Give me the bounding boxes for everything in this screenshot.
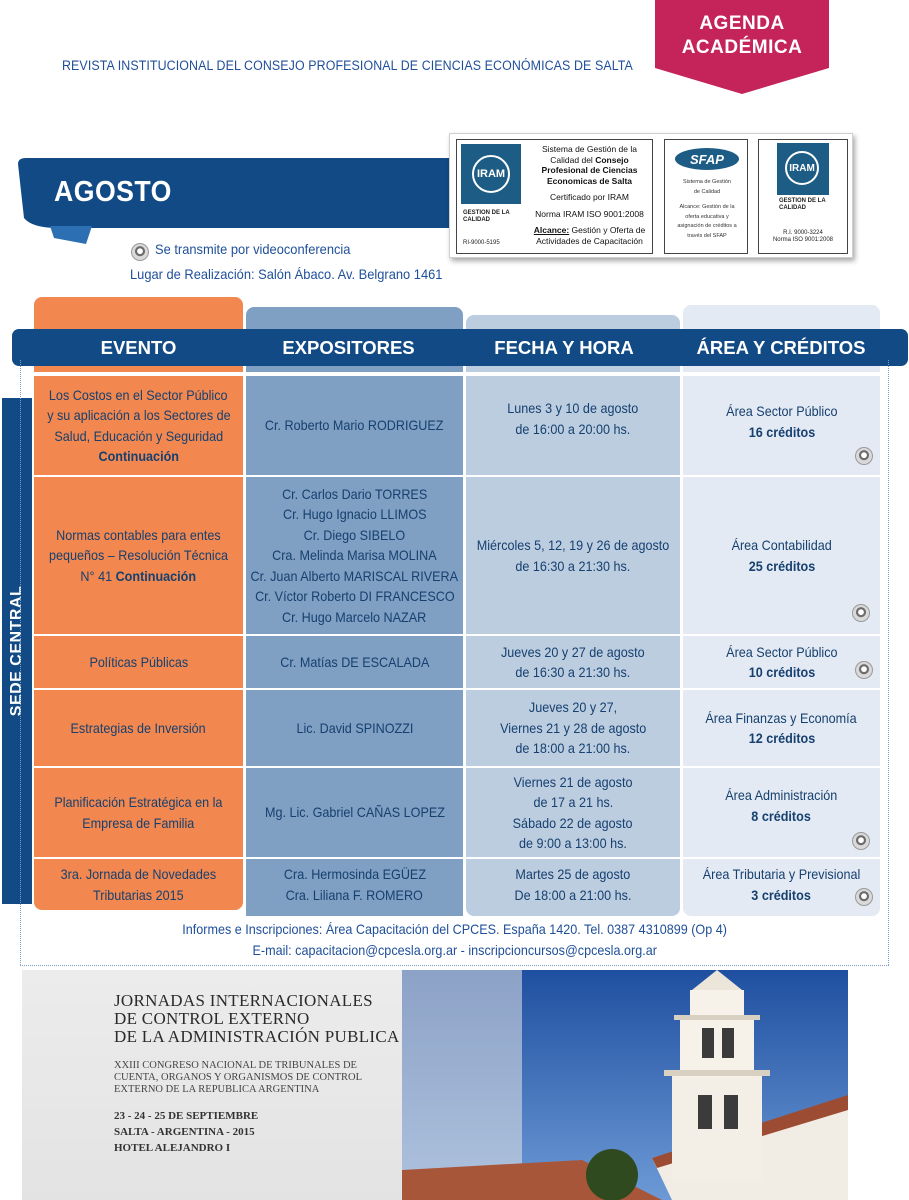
webcam-icon bbox=[852, 832, 870, 850]
promo-details: 23 - 24 - 25 DE SEPTIEMBRE SALTA - ARGENTINA - 2015 HOTEL ALEJANDRO I bbox=[114, 1110, 259, 1154]
table-row-2-area: Área Contabilidad 25 créditos bbox=[731, 537, 832, 574]
table-row-6-area: Área Tributaria y Previsional 3 créditos bbox=[702, 866, 861, 903]
banner-fold bbox=[50, 226, 92, 246]
table-row-1-area: Área Sector Público 16 créditos bbox=[725, 403, 838, 440]
table-row-4-expositores: Lic. David SPINOZZI bbox=[296, 719, 413, 736]
table-row-6-expositores: Cra. Hermosinda EGÜEZ Cra. Liliana F. ROMERO bbox=[283, 866, 426, 903]
promo-banner bbox=[22, 970, 848, 1200]
webcam-icon bbox=[855, 888, 873, 906]
certifications-panel bbox=[449, 133, 853, 258]
table-row-1-fecha: Lunes 3 y 10 de agosto de 16:00 a 20:00 hs. bbox=[507, 400, 639, 437]
webcam-icon bbox=[855, 661, 873, 679]
table-row-5-area: Área Administración 8 créditos bbox=[725, 787, 838, 824]
inscriptions-info: Informes e Inscripciones: Área Capacitación del CPCES. España 1420. Tel. 0387 4310899 (Op 4) bbox=[182, 921, 727, 937]
promo-subtitle: XXIII CONGRESO NACIONAL DE TRIBUNALES DE CUENTA, ORGANOS Y ORGANISMOS DE CONTROL EXTERNO DE LA REPUBLICA ARGENTINA bbox=[114, 1060, 363, 1095]
header-area-creditos: ÁREA Y CRÉDITOS bbox=[696, 337, 866, 358]
table-row-3-area: Área Sector Público 10 créditos bbox=[725, 643, 838, 680]
divider bbox=[20, 360, 21, 965]
iram-certificate bbox=[456, 139, 653, 254]
iram-logo-2: IRAM bbox=[777, 143, 829, 195]
table-row-5-fecha: Viernes 21 de agosto de 17 a 21 hs. Sábado 22 de agosto de 9:00 a 13:00 hs. bbox=[513, 773, 633, 851]
sede-central-label: SEDE CENTRAL bbox=[8, 585, 25, 717]
badge-line-2: ACADÉMICA bbox=[681, 37, 803, 58]
header-expositores: EXPOSITORES bbox=[282, 337, 415, 358]
table-row-3-expositores: Cr. Matías DE ESCALADA bbox=[279, 653, 430, 670]
iram-caption: GESTION DE LA CALIDAD bbox=[463, 210, 510, 223]
webcam-icon bbox=[855, 447, 873, 465]
iram-code: RI-9000-5195 bbox=[463, 240, 500, 246]
iram-logo: IRAM bbox=[461, 144, 521, 204]
iram-certificate-text: Sistema de Gestión de la Calidad del Consejo Profesional de Ciencias Economicas de Salta Certificado por IRAM Norma IRAM ISO 9001:2008 Alcance: Gestión y Oferta de Actividades de Capacitación bbox=[533, 144, 646, 246]
iram-certificate-2: IRAM GESTION DE LA CALIDAD R.I. 9000-3224 Norma ISO 9001:2008 bbox=[758, 139, 848, 254]
sfap-logo: SFAP bbox=[675, 148, 739, 170]
header-evento: EVENTO bbox=[100, 337, 177, 358]
iram2-caption: GESTION DE LA CALIDAD bbox=[779, 198, 826, 211]
table-row-6-evento: 3ra. Jornada de Novedades Tributarias 2015 bbox=[60, 866, 217, 903]
promo-title: JORNADAS INTERNACIONALES DE CONTROL EXTERNO DE LA ADMINISTRACIÓN PUBLICA bbox=[114, 991, 400, 1046]
divider bbox=[20, 965, 889, 966]
table-row-1-evento: Los Costos en el Sector Público y su aplicación a los Sectores de Salud, Educación y Seguridad Continuación bbox=[46, 386, 231, 464]
table-row-1-expositores: Cr. Roberto Mario RODRIGUEZ bbox=[265, 417, 444, 434]
header-fecha-hora: FECHA Y HORA bbox=[494, 337, 634, 358]
webcam-icon bbox=[131, 243, 149, 261]
table-row-3-evento: Políticas Públicas bbox=[89, 653, 188, 670]
sfap-certificate: SFAP Sistema de Gestión de Calidad Alcance: Gestión de la oferta educativa y asignación de créditos a través del SFAP bbox=[664, 139, 748, 254]
table-row-4-fecha: Jueves 20 y 27, Viernes 21 y 28 de agosto de 18:00 a 21:00 hs. bbox=[499, 699, 647, 757]
table-row-2-fecha: Miércoles 5, 12, 19 y 26 de agosto de 16:30 a 21:30 hs. bbox=[476, 537, 670, 574]
agenda-badge bbox=[652, 0, 832, 98]
table-row-2-expositores: Cr. Carlos Dario TORRES Cr. Hugo Ignacio LLIMOS Cr. Diego SIBELO Cra. Melinda Marisa MOLINA Cr. Juan Alberto MARISCAL RIVERA Cr. Víctor Roberto DI FRANCESCO Cr. Hugo Marcelo NAZAR bbox=[250, 485, 459, 625]
location-note: Lugar de Realización: Salón Ábaco. Av. Belgrano 1461 bbox=[130, 266, 443, 282]
month-banner bbox=[18, 158, 488, 230]
table-row-4-area: Área Finanzas y Economía 12 créditos bbox=[705, 709, 858, 746]
church-tower-photo bbox=[402, 970, 848, 1200]
webcam-icon bbox=[852, 604, 870, 622]
table-row-6-fecha: Martes 25 de agosto De 18:00 a 21:00 hs. bbox=[514, 866, 632, 903]
videoconference-note: Se transmite por videoconferencia bbox=[155, 241, 351, 257]
month-title: AGOSTO bbox=[54, 176, 172, 208]
magazine-header: REVISTA INSTITUCIONAL DEL CONSEJO PROFESIONAL DE CIENCIAS ECONÓMICAS DE SALTA bbox=[62, 58, 633, 73]
table-row-2-evento: Normas contables para entes pequeños – Resolución Técnica N° 41 Continuación bbox=[48, 526, 229, 584]
divider bbox=[888, 360, 889, 965]
table-row-3-fecha: Jueves 20 y 27 de agosto de 16:30 a 21:30 hs. bbox=[501, 643, 645, 680]
table-row-5-evento: Planificación Estratégica en la Empresa de Familia bbox=[54, 794, 223, 831]
contact-email: E-mail: capacitacion@cpcesla.org.ar - inscripcioncursos@cpcesla.org.ar bbox=[252, 942, 657, 958]
badge-line-1: AGENDA bbox=[699, 13, 785, 34]
table-row-5-expositores: Mg. Lic. Gabriel CAÑAS LOPEZ bbox=[264, 804, 445, 821]
table-row-4-evento: Estrategias de Inversión bbox=[70, 719, 207, 736]
